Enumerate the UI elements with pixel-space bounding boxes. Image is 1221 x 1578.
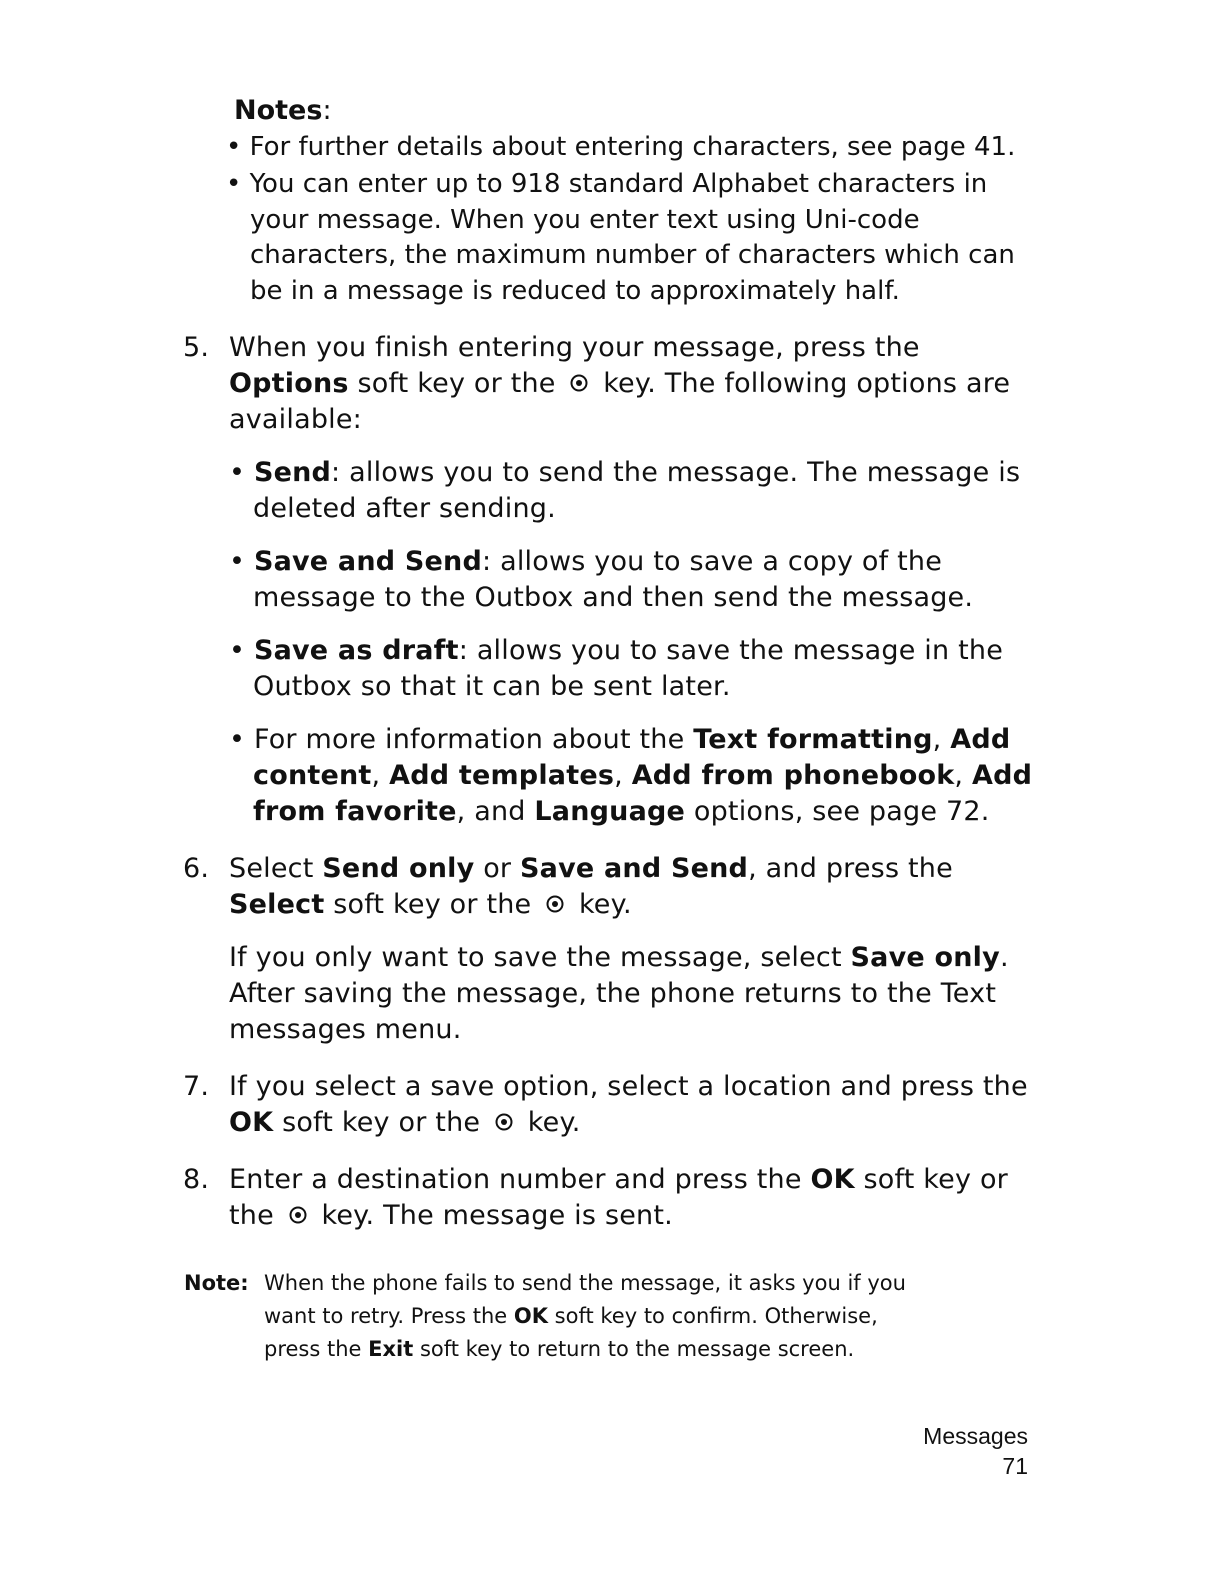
step-6-text: Select [229, 853, 323, 884]
step-5-text: soft key or the [348, 368, 565, 399]
option-save-send-line-2: message to the Outbox and then send the message. [253, 582, 974, 613]
step-6-text: key. [570, 889, 632, 920]
option-more-info [229, 722, 1010, 758]
step-6-text: or [474, 853, 521, 884]
center-select-key-icon [568, 372, 590, 394]
footer-section-title: Messages [923, 1423, 1028, 1449]
option-send-label: Send [253, 457, 332, 488]
option-save-send [229, 544, 942, 580]
page-number: 71 [1002, 1453, 1028, 1479]
step-6-text: If you only want to save the message, select [229, 942, 851, 973]
option-send-desc: : allows you to send the message. The message is [331, 457, 1021, 488]
step-5-line-1: When you finish entering your message, press the [229, 332, 920, 363]
note-text: soft key to return to the message screen. [413, 1337, 855, 1361]
add-content-label: Add [950, 724, 1011, 755]
note-text: want to retry. Press the [264, 1304, 514, 1328]
option-more-info-line-2 [253, 758, 1032, 794]
step-6-line-1 [229, 851, 953, 887]
more-info-text: , [932, 724, 951, 755]
note-label: Note: [184, 1271, 249, 1295]
add-from-favorite-label: Add [971, 760, 1033, 791]
step-5-line-2 [229, 366, 1010, 402]
notes-bullet-2-line-2: your message. When you enter text using Uni-code [250, 205, 920, 235]
bullet-dot: • [229, 546, 246, 577]
step-6-text: , and press the [748, 853, 953, 884]
step-5-text: key. The following options are [594, 368, 1011, 399]
more-info-text: , [371, 760, 390, 791]
center-select-key-icon [544, 893, 566, 915]
notes-heading-text: Notes [234, 95, 323, 126]
select-softkey-label: Select [229, 889, 325, 920]
add-templates-label: Add templates [389, 760, 615, 791]
step-7-line-1: If you select a save option, select a location and press the [229, 1071, 1028, 1102]
send-only-label: Send only [322, 853, 475, 884]
option-more-info-line-3 [253, 794, 989, 830]
step-8-text: key. The message is sent. [312, 1200, 673, 1231]
save-and-send-label: Save and Send [520, 853, 749, 884]
option-save-send-desc: : allows you to save a copy of the [482, 546, 943, 577]
notes-heading [234, 94, 332, 128]
step-8-line-1 [229, 1162, 1008, 1198]
note-line-3 [264, 1333, 854, 1366]
center-select-key-icon [493, 1111, 515, 1133]
notes-bullet-2-line-4: be in a message is reduced to approximately half. [250, 276, 900, 306]
step-6-para-line-1 [229, 940, 1009, 976]
step-8-text: soft key or [854, 1164, 1008, 1195]
bullet-dot: • [229, 724, 246, 755]
step-7-text: soft key or the [273, 1107, 489, 1138]
add-from-phonebook-label: Add from phonebook [631, 760, 955, 791]
options-softkey-label: Options [229, 368, 349, 399]
ok-softkey-label: OK [810, 1164, 855, 1195]
bullet-dot: • [229, 457, 246, 488]
more-info-text: For more information about the [253, 724, 694, 755]
option-send-line-2: deleted after sending. [253, 493, 556, 524]
note-text: soft key to confirm. Otherwise, [547, 1304, 878, 1328]
step-5-line-3: available: [229, 404, 362, 435]
save-only-label: Save only [850, 942, 1000, 973]
step-6-para-line-2: After saving the message, the phone returns to the Text [229, 978, 997, 1009]
step-5-number: 5. [183, 332, 210, 363]
notes-bullet-2 [226, 166, 987, 202]
notes-bullet-1-line-1: For further details about entering characters, see page 41. [249, 132, 1016, 162]
note-line-2 [264, 1300, 878, 1333]
bullet-dot: • [226, 169, 242, 199]
more-info-text: , and [456, 796, 535, 827]
step-6-line-2 [229, 887, 632, 923]
step-6-number: 6. [183, 853, 210, 884]
option-send [229, 455, 1020, 491]
bullet-dot: • [229, 635, 246, 666]
ok-softkey-label: OK [513, 1304, 548, 1328]
add-content-label: content [253, 760, 372, 791]
notes-bullet-2-line-3: characters, the maximum number of characters which can [250, 240, 1015, 270]
step-8-text: Enter a destination number and press the [229, 1164, 811, 1195]
step-8-line-2 [229, 1198, 673, 1234]
option-draft-desc: : allows you to save the message in the [458, 635, 1004, 666]
bullet-dot: • [226, 132, 242, 162]
notes-heading-colon: : [322, 95, 332, 126]
step-7-number: 7. [183, 1071, 210, 1102]
option-draft [229, 633, 1003, 669]
add-from-favorite-label: from favorite [253, 796, 457, 827]
option-save-send-label: Save and Send [253, 546, 482, 577]
step-8-text: the [229, 1200, 283, 1231]
step-6-para-line-3: messages menu. [229, 1014, 462, 1045]
ok-softkey-label: OK [229, 1107, 274, 1138]
option-draft-line-2: Outbox so that it can be sent later. [253, 671, 731, 702]
note-text: press the [264, 1337, 369, 1361]
language-label: Language [534, 796, 686, 827]
step-7-line-2 [229, 1105, 581, 1141]
text-formatting-label: Text formatting [693, 724, 933, 755]
more-info-text: , [954, 760, 972, 791]
more-info-text: options, see page 72. [685, 796, 990, 827]
step-6-text: . [999, 942, 1009, 973]
note-line-1: When the phone fails to send the message, it asks you if you [264, 1271, 906, 1295]
more-info-text: , [614, 760, 632, 791]
notes-bullet-2-line-1: You can enter up to 918 standard Alphabet characters in [249, 169, 988, 199]
step-6-text: soft key or the [324, 889, 541, 920]
exit-softkey-label: Exit [368, 1337, 414, 1361]
step-7-text: key. [519, 1107, 581, 1138]
notes-bullet-1 [226, 130, 1015, 164]
center-select-key-icon [287, 1204, 309, 1226]
option-draft-label: Save as draft [253, 635, 459, 666]
step-8-number: 8. [183, 1164, 210, 1195]
